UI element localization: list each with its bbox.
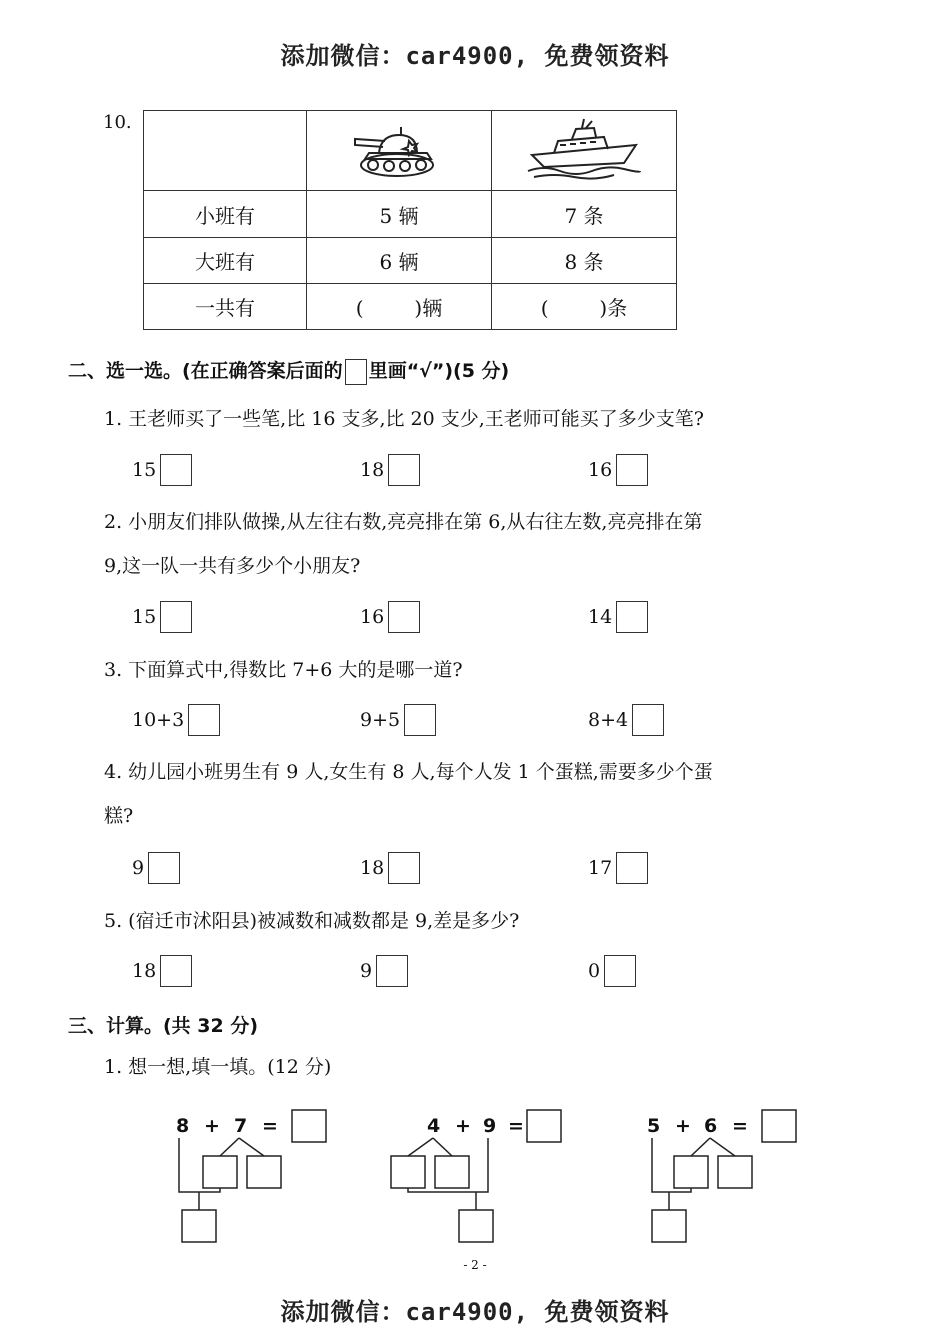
option: 18 (360, 852, 420, 884)
addend-b: 9 (483, 1115, 497, 1137)
option: 9 (132, 852, 180, 884)
addend-a: 4 (427, 1115, 441, 1137)
operator: + (455, 1115, 471, 1137)
option: 18 (132, 955, 192, 987)
option: 0 (588, 955, 636, 987)
addend-a: 5 (647, 1115, 661, 1137)
question-2-3-text: 3. 下面算式中,得数比 7+6 大的是哪一道? (104, 659, 463, 681)
question-2-2-text-line1: 2. 小朋友们排队做操,从左往右数,亮亮排在第 6,从右往左数,亮亮排在第 (104, 511, 703, 533)
split-box[interactable] (674, 1156, 708, 1188)
row-label: 大班有 (144, 238, 307, 284)
option: 14 (588, 601, 648, 633)
addend-a: 8 (176, 1115, 190, 1137)
answer-box[interactable] (388, 454, 420, 486)
split-box[interactable] (718, 1156, 752, 1188)
option: 15 (132, 601, 192, 633)
partial-sum-box[interactable] (182, 1210, 216, 1242)
split-box[interactable] (247, 1156, 281, 1188)
answer-box[interactable] (160, 454, 192, 486)
row-label: 一共有 (144, 284, 307, 330)
answer-box[interactable] (376, 955, 408, 987)
table-header-empty (144, 111, 307, 191)
option: 16 (360, 601, 420, 633)
sum-box[interactable] (527, 1110, 561, 1142)
question-2-1-text: 1. 王老师买了一些笔,比 16 支多,比 20 支少,王老师可能买了多少支笔? (104, 408, 704, 430)
answer-box[interactable] (160, 955, 192, 987)
equals: = (262, 1115, 278, 1137)
ship-icon (524, 115, 644, 181)
answer-box[interactable] (388, 601, 420, 633)
option: 9+5 (360, 704, 436, 736)
tank-count: 6 辆 (307, 238, 492, 284)
sum-box[interactable] (762, 1110, 796, 1142)
option: 10+3 (132, 704, 220, 736)
addend-b: 6 (704, 1115, 718, 1137)
section-3-title: 三、计算。(共 32 分) (68, 1015, 259, 1037)
section-2-title: 二、选一选。(在正确答案后面的 里画“√”)(5 分) (68, 356, 509, 385)
option: 8+4 (588, 704, 664, 736)
partial-sum-box[interactable] (652, 1210, 686, 1242)
tank-count: 5 辆 (307, 191, 492, 238)
answer-box[interactable] (388, 852, 420, 884)
answer-box-example (345, 359, 367, 385)
tank-picture (307, 111, 492, 191)
ship-count: 7 条 (492, 191, 677, 238)
answer-box[interactable] (616, 601, 648, 633)
option: 9 (360, 955, 408, 987)
question-2-2-text-line2: 9,这一队一共有多少个小朋友? (104, 555, 361, 577)
answer-box[interactable] (404, 704, 436, 736)
equals: = (732, 1115, 748, 1137)
addend-b: 7 (234, 1115, 248, 1137)
split-box[interactable] (391, 1156, 425, 1188)
option: 18 (360, 454, 420, 486)
answer-box[interactable] (616, 852, 648, 884)
question-2-4-text-line1: 4. 幼儿园小班男生有 9 人,女生有 8 人,每个人发 1 个蛋糕,需要多少个蛋 (104, 761, 713, 783)
sum-box[interactable] (292, 1110, 326, 1142)
answer-box[interactable] (604, 955, 636, 987)
answer-box[interactable] (616, 454, 648, 486)
watermark-bottom: 添加微信：car4900, 免费领资料 (280, 1298, 670, 1326)
option: 17 (588, 852, 648, 884)
answer-box[interactable] (632, 704, 664, 736)
equals: = (508, 1115, 524, 1137)
make-ten-diagrams (150, 1100, 830, 1260)
tank-total-blank[interactable]: ( )辆 (307, 284, 492, 330)
row-label: 小班有 (144, 191, 307, 238)
question-10-number: 10. (103, 112, 132, 133)
question-2-5-text: 5. (宿迁市沭阳县)被减数和减数都是 9,差是多少? (104, 910, 520, 932)
operator: + (204, 1115, 220, 1137)
split-box[interactable] (203, 1156, 237, 1188)
answer-box[interactable] (148, 852, 180, 884)
ship-count: 8 条 (492, 238, 677, 284)
answer-box[interactable] (160, 601, 192, 633)
ship-total-blank[interactable]: ( )条 (492, 284, 677, 330)
ship-picture (492, 111, 677, 191)
answer-box[interactable] (188, 704, 220, 736)
section-3-subtitle: 1. 想一想,填一填。(12 分) (104, 1056, 332, 1078)
question-10-table (143, 110, 677, 330)
question-2-4-text-line2: 糕? (104, 805, 134, 827)
tank-icon (351, 115, 447, 181)
option: 15 (132, 454, 192, 486)
operator: + (675, 1115, 691, 1137)
split-box[interactable] (435, 1156, 469, 1188)
watermark-top: 添加微信：car4900, 免费领资料 (280, 42, 670, 70)
option: 16 (588, 454, 648, 486)
partial-sum-box[interactable] (459, 1210, 493, 1242)
page-number: - 2 - (463, 1258, 487, 1272)
